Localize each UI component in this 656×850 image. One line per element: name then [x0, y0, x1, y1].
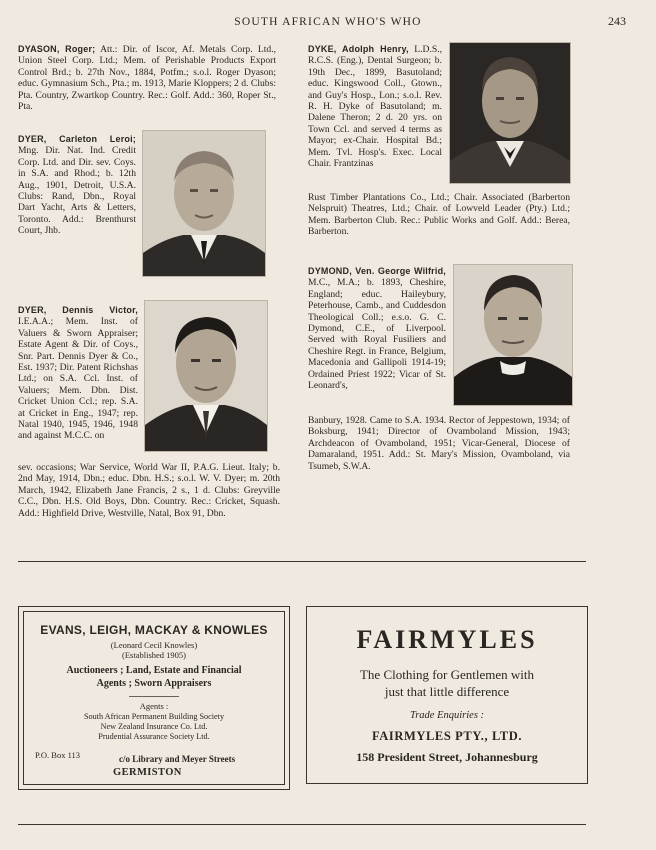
ad-street-address: c/o Library and Meyer Streets [119, 754, 236, 764]
entry-dyer-dennis-b: sev. occasions; War Service, World War II, P.A.G. Lieut. Italy; b. 2nd May, 1914, Dbn.; educ. Dbn. H.S.; s.o.l. W. V. Dyer; m. 20th March, 1942, Elizabeth Jane Francis, 2 s., 1 d. Clubs: Greyville C.C., Dbn. H.S. Old Boys, Dbn. Country. Rec.: Cricket, Squash. Add.: Highfield Drive, Westville, Natal, Box 91, Dbn. [18, 462, 280, 519]
page-number: 243 [608, 14, 626, 28]
ad-brand-name: FAIRMYLES [356, 625, 538, 654]
advertisement-fairmyles [306, 606, 588, 784]
ad-established: (Established 1905) [122, 650, 186, 660]
ad-trade-enquiries: Trade Enquiries : [409, 710, 485, 721]
entry-text: I.E.A.A.; Mem. Inst. of Valuers & Sworn Appraiser; Estate Agent & Dir. of Coys., Snr. Part. Dennis Dyer & Co., Est. 1937; Dir. Patent Richshas Ltd.; on S.A. Ccl. Inst. of Valuers; Mem. Dbn. Dist. Cricket Union Ccl.; rep. S.A. at Cricket in Eng., 1947; rep. Natal 1940, 1945, 1946, 1948 and against M.C.C. on [18, 316, 138, 442]
ad-firm-name: EVANS, LEIGH, MACKAY & KNOWLES [40, 623, 268, 637]
ad-services-1: Auctioneers ; Land, Estate and Financial [66, 665, 242, 676]
entry-dymond-b: Banbury, 1928. Came to S.A. 1934. Rector of Jeppestown, 1934; of Boksburg, 1941; Director of Ovamboland Mission, 1943; Archdeacon of Ovamboland, 1951; Vicar-General, Diocese of Damaraland, 1951. Add.: St. Mary's Mission, Ovamboland, via Tsumeb, S.W.A. [308, 415, 570, 472]
ad-company-name: FAIRMYLES PTY., LTD. [371, 729, 523, 743]
ad-tagline-1: The Clothing for Gentlemen with [359, 667, 535, 682]
ad-city: GERMISTON [113, 767, 182, 778]
entry-name: DYMOND, Ven. George Wilfrid, [308, 266, 446, 276]
ad-agent-3: Prudential Assurance Society Ltd. [98, 732, 210, 741]
ad-agents-label: Agents : [139, 701, 169, 711]
ad-po-box: P.O. Box 113 [35, 750, 81, 760]
entry-text: M.C., M.A.; b. 1893, Cheshire, England; educ. Haileybury, Peterhouse, Camb., and Cuddesdon Theological Coll.; e.s.o. G. C. Dymond, C.E., of Liverpool. Served with Royal Fusiliers and Cheshire Regt. in France, Belgium, Macedonia and Gallipoli 1914-19; Ordained Priest 1922; Vicar of St. Leonard's, [308, 277, 446, 392]
entry-dymond-a [308, 266, 446, 391]
portrait-photo-carleton-dyer [142, 130, 266, 277]
ad-divider [129, 696, 179, 697]
divider-top [18, 561, 586, 562]
entry-text: L.D.S., R.C.S. (Eng.), Dental Surgeon; b. 19th Dec., 1899, Basutoland; educ. Kingswood Coll., Gtown., and Guy's Hosp., Lon.; s.o.l. Rev. R. H. Dyke of Basutoland; m. Dalene Theron; 2 d. 20 yrs. on Town Ccl. and served 4 terms as Mayor; ex-Chair. Hospital Bd.; Mem. Tvl. Hosp's. Exec. Local Chair. Frantzinas [308, 44, 442, 170]
entry-dyason [18, 44, 276, 112]
entry-dyke-b: Rust Timber Plantations Co., Ltd.; Chair. Associated (Barberton Nelspruit) Theatres, Ltd.; Chair. of Lowveld Leader (Pty.) Ltd.; Mem. Barberton Club. Rec.: Public Works and Golf. Add.: Berea, Barberton. [308, 192, 570, 238]
ad-company-address: 158 President Street, Johannesburg [356, 750, 538, 764]
entry-name: DYER, Carleton Leroi; [18, 134, 136, 144]
portrait-photo-george-dymond [453, 264, 573, 406]
entry-dyke-a [308, 44, 442, 169]
entry-name: DYER, Dennis Victor, [18, 305, 138, 315]
ad-subtitle: (Leonard Cecil Knowles) [110, 640, 198, 650]
ad-tagline-2: just that little difference [384, 684, 510, 699]
advertisement-evans-leigh [18, 606, 290, 790]
portrait-photo-adolph-dyke [449, 42, 571, 184]
ad-services-2: Agents ; Sworn Appraisers [96, 678, 212, 689]
divider-bottom [18, 824, 586, 825]
entry-name: DYKE, Adolph Henry, [308, 44, 409, 54]
entry-text: Mng. Dir. Nat. Ind. Credit Corp. Ltd. and Dir. sev. Coys. in S.A. and Rhod.; b. 12th Aug., 1901, Detroit, U.S.A. Clubs: Rand, Dbn., Royal Dart Yacht, Arts & Letters, Toronto. Add.: Brenthurst Court, Jhb. [18, 145, 136, 237]
entry-text: Att.: Dir. of Iscor, Af. Metals Corp. Ltd., Union Steel Corp. Ltd.; Mem. of Perishable Products Export Control Brd.; b. 27th Nov., 1884, Potfm.; s.o.l. Roger Dyason; educ. Gymnasium Sch., Pta.; m. 1913, Marie Kloppers; 2 d. Clubs: Pta. Country, Zwartkop Country. Rec.: Golf. Add.: 360, Roper St., Pta. [18, 44, 276, 113]
entry-dyer-dennis-a [18, 305, 138, 442]
ad-agent-1: South African Permanent Building Society [83, 712, 225, 721]
running-header: SOUTH AFRICAN WHO'S WHO [234, 16, 422, 28]
ad-agent-2: New Zealand Insurance Co. Ltd. [100, 722, 208, 731]
portrait-photo-dennis-dyer [144, 300, 268, 452]
entry-name: DYASON, Roger; [18, 44, 96, 54]
entry-dyer-carleton [18, 134, 136, 237]
